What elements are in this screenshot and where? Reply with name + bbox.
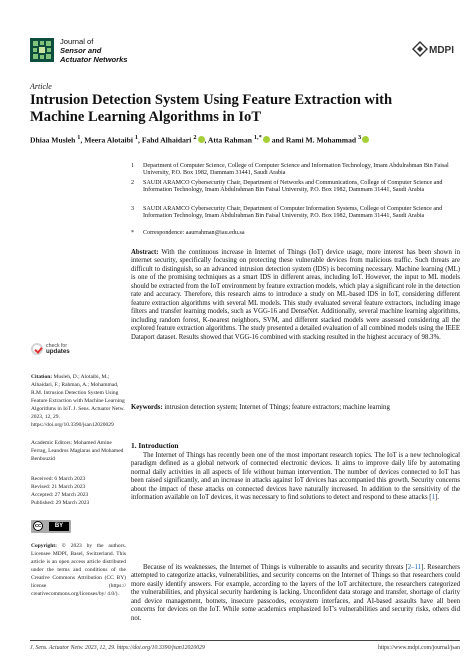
copyright-label: Copyright: <box>31 543 57 549</box>
journal-name-line3: Actuator Networks <box>60 55 128 64</box>
orcid-icon[interactable] <box>198 136 205 143</box>
paragraph-text: Because of its weaknesses, the Internet of Things is vulnerable to assaults and security threats [ <box>143 564 408 571</box>
citation-link[interactable]: 2–11 <box>407 564 422 571</box>
body-paragraph <box>131 452 460 503</box>
paragraph-text: ]. Researchers attempted to categorize attacks, vulnerabilities, and security concerns on the Internet of Things so that researchers could more easily identify answers. For example, according to the layers of the IoT architecture, the researchers categorized the vulnerabilities, and physical security hardening is lacking. Unconfident data storage and transfer, shortage of clarity and device management, botnets, insecure passcodes, ecosystem interfaces, and AI-based assaults have all been concerns for devices on the IoT. While some academics emphasized IoT's vulnerabilities and security risks, others did not. <box>131 564 460 622</box>
revised-date: Revised: 21 March 2023 <box>31 484 86 490</box>
author-affiliation: 1 <box>134 134 139 141</box>
affiliation-number: * <box>131 230 135 236</box>
journal-emblem-icon <box>30 38 54 62</box>
check-updates-line2: updates <box>46 348 70 355</box>
check-updates-label <box>46 343 70 355</box>
affiliation-number: 2 <box>131 180 135 186</box>
mdpi-logo-text: MDPI <box>429 45 454 56</box>
mdpi-logo <box>412 41 456 57</box>
affiliation <box>131 180 461 195</box>
author-list: Dhiaa Musleh $^1$, Meera Alotaibi $^1$, Fahd Alhaidari $^2$ , Atta Rahman $^{1,*}$ and Rami M. Mohammad $^3$ <box>30 134 460 145</box>
keywords-label: Keywords: <box>131 404 163 411</box>
academic-editors: Academic Editors: Mohamed Amine Ferrag, Leandros Maglaras and Mohamed Benbouzid <box>31 440 124 462</box>
orcid-icon[interactable] <box>362 136 369 143</box>
accepted-date: Accepted: 27 March 2023 <box>31 492 89 498</box>
author-name: Fahd Alhaidari <box>141 135 192 145</box>
author-affiliation: 3 <box>358 134 362 141</box>
citation-text[interactable]: Musleh, D.; Alotaibi, M.; Alhaidari, F.; Rahman, A.; Mohammad, R.M. Intrusion Detection System Using Feature Extraction with Machine Learning Algorithms in IoT. J. Sens. Actuator Netw. 2023, 12, 29. https://doi.org/10.3390/jsan12020029 <box>31 374 125 428</box>
article-title: Intrusion Detection System Using Feature Extraction with Machine Learning Algorithms in IoT <box>30 92 393 125</box>
affiliation <box>131 163 461 178</box>
cc-by-license-icon[interactable] <box>31 520 71 533</box>
affiliation-text: Department of Computer Science, College of Computer Science and Information Technology, Imam Abdulrahman Bin Faisal University, P.O. Box 1982, Dammam 31441, Saudi Arabia <box>143 163 449 177</box>
cc-badge-right: BY <box>49 522 69 531</box>
author-name: and Rami M. Mohammad <box>271 135 357 145</box>
journal-name <box>60 37 128 64</box>
affiliation-text: SAUDI ARAMCO Cybersecurity Chair, Department of Computer Information Systems, College of Computer Science and Information Technology, Imam Abdulrahman Bin Faisal University, P.O. Box 1982, Dammam 31441, Saudi Arabia <box>143 206 443 220</box>
keywords-text: intrusion detection system; Internet of Things; feature extractors; machine learning <box>164 404 390 411</box>
author-name: Dhiaa Musleh <box>30 135 76 145</box>
footer-citation[interactable]: J. Sens. Actuator Netw. 2023, 12, 29. https://doi.org/10.3390/jsan12020029 <box>30 645 205 651</box>
check-updates-icon <box>31 343 43 355</box>
abstract <box>131 249 460 342</box>
journal-name-line2: Sensor and <box>60 46 102 55</box>
orcid-icon[interactable] <box>263 136 270 143</box>
author-name: Meera Alotaibi <box>84 135 133 145</box>
body-paragraph <box>131 564 460 623</box>
paragraph-text: ]. <box>434 494 439 502</box>
footer-divider <box>30 640 460 641</box>
author-affiliation: 1 <box>77 134 81 141</box>
correspondence <box>131 230 461 237</box>
affiliation <box>131 206 461 221</box>
footer-journal-link[interactable]: https://www.mdpi.com/journal/jsan <box>377 645 460 651</box>
keywords <box>131 404 460 412</box>
published-date: Published: 29 March 2023 <box>31 500 90 506</box>
citation-block <box>31 373 126 429</box>
author-affiliation: 2 <box>193 134 197 141</box>
abstract-text: With the continuous increase in Internet of Things (IoT) device usage, more interest has been shown in internet security, specifically focusing on protecting these vulnerable devices from malicious traffic. Such threats are difficult to distinguish, so an advanced intrusion detection system (IDS) is becoming necessary. Machine learning (ML) is one of the promising techniques as a smart IDS in different areas, including IoT. However, the input to ML models should be extracted from the IoT environment by feature extraction models, which play a significant role in the detection rate and accuracy. Therefore, this research aims to introduce a study on ML-based IDS in IoT, considering different feature extraction algorithms with several ML models. This study evaluated several feature extractors, including image filters and transfer learning models, such as VGG-16 and DenseNet. Additionally, several machine learning algorithms, including random forest, K-nearest neighbors, SVM, and different stacked models were assessed considering all the explored feature extraction algorithms. The study presented a detailed evaluation of all combined models using the IEEE Dataport dataset. Results showed that VGG-16 combined with stacking resulted in the highest accuracy of 98.3%. <box>131 249 461 341</box>
received-date: Received: 6 March 2023 <box>31 476 86 482</box>
citation-label: Citation: <box>31 374 53 380</box>
section-heading: 1. Introduction <box>131 441 179 450</box>
abstract-label: Abstract: <box>131 249 159 256</box>
citation-link[interactable]: 1 <box>431 494 435 502</box>
affiliation-number: 3 <box>131 206 135 212</box>
author-name: Atta Rahman <box>207 135 252 145</box>
publication-dates <box>31 475 126 507</box>
author-affiliation: 1,* <box>253 134 262 141</box>
journal-name-line1: Journal of <box>60 37 94 46</box>
cc-badge-left: cc <box>34 523 42 529</box>
correspondence-text[interactable]: Correspondence: aaurrahman@iau.edu.sa <box>143 230 245 236</box>
article-type: Article <box>30 82 52 91</box>
check-updates-line1: check for <box>46 343 68 349</box>
affiliation-number: 1 <box>131 163 135 169</box>
affiliation-text: SAUDI ARAMCO Cybersecurity Chair, Department of Networks and Communications, College of Computer Science and Information Technology, Imam Abdulrahman Bin Faisal University, P.O. Box 1982, Dammam 31441, Saudi Arabia <box>143 180 443 194</box>
copyright-text: © 2023 by the authors. Licensee MDPI, Basel, Switzerland. This article is an open access article distributed under the terms and conditions of the Creative Commons Attribution (CC BY) license (https:// creativecommons.org/licenses/by/ 4.0/). <box>31 543 126 597</box>
copyright-notice <box>31 542 126 598</box>
paragraph-text: The Internet of Things has recently been one of the most important research topics. The IoT is a new technological paradigm defined as a global network of connected electronic devices. It aims to improve daily life by automating normal daily activities in all aspects of life without human intervention. The number of devices connected to IoT has been raised significantly, and an increase in attacks against IoT devices has accompanied this growth. Security concerns about the impact of these attacks on connected devices have naturally increased. In addition to the sensitivity of the information available on IoT devices, it was necessary to find solutions to detect and respond to these attacks [ <box>131 452 460 502</box>
